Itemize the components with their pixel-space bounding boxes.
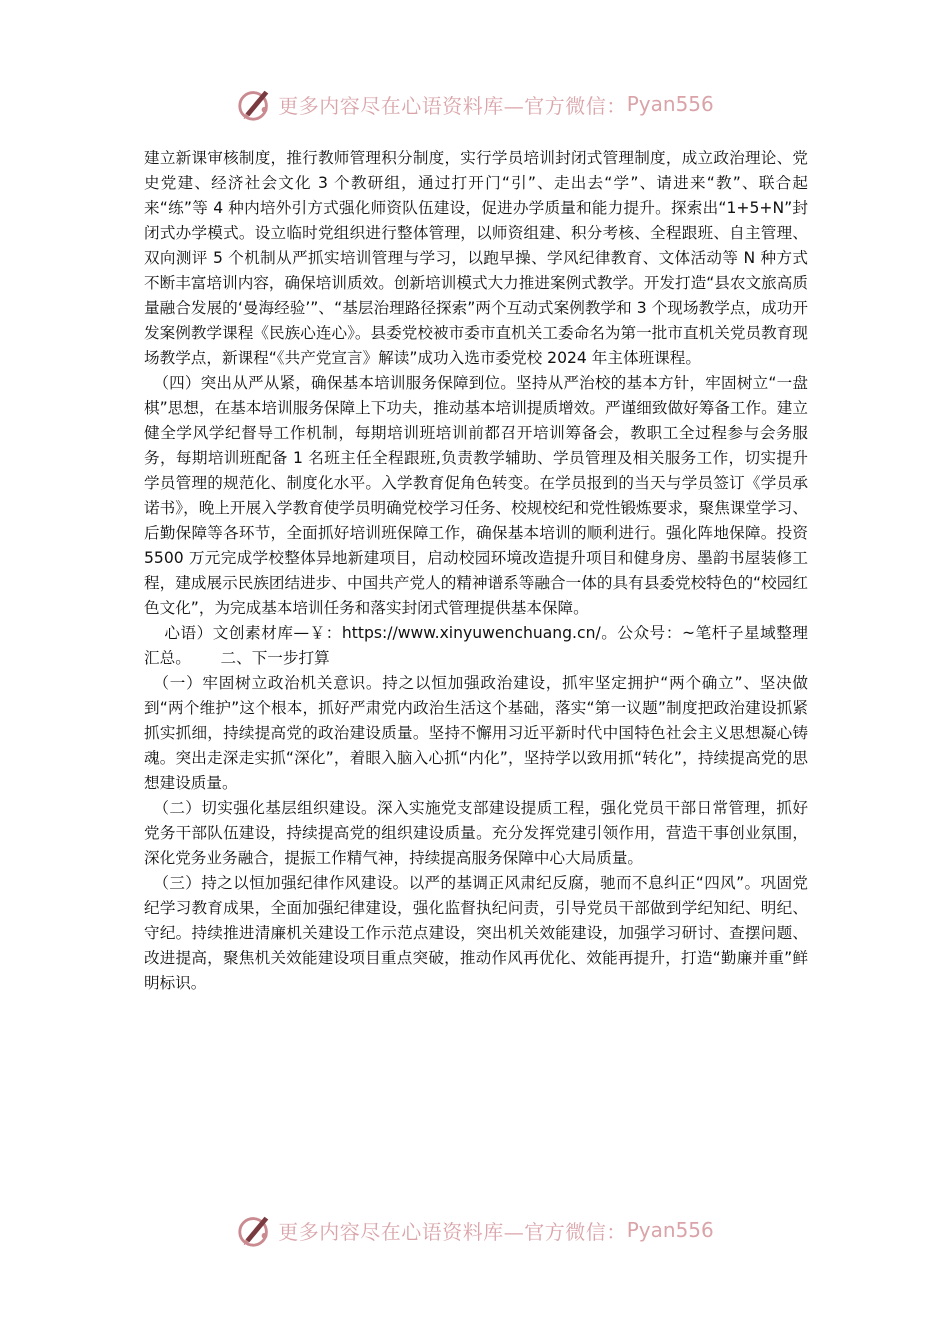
- pen-logo-icon: [236, 85, 274, 123]
- banner-text: 更多内容尽在心语资料库—官方微信：: [278, 1219, 627, 1244]
- banner-wechat-id: Pyan556: [626, 92, 714, 116]
- footer-watermark-banner: [0, 1208, 950, 1252]
- paragraph-1: 建立新课审核制度，推行教师管理积分制度，实行学员培训封闭式管理制度，成立政治理论、党史党建、经济社会文化 3 个教研组，通过打开门“引”、走出去“学”、请进来“教”、联合起来“练”等 4 种内培外引方式强化师资队伍建设，促进办学质量和能力提升。探索出“1+5+N”封闭式办学模式。设立临时党组织进行整体管理，以师资组建、积分考核、全程跟班、自主管理、双向测评 5 个机制从严抓实培训管理与学习，以跑早操、学风纪律教育、文体活动等 N 种方式不断丰富培训内容，确保培训质效。创新培训模式大力推进案例式教学。开发打造“县农文旅高质量融合发展的‘曼海经验’”、“基层治理路径探索”两个互动式案例教学和 3 个现场教学点，成功开发案例教学课程《民族心连心》。县委党校被市委市直机关工委命名为第一批市直机关党员教育现场教学点，新课程“《共产党宣言》解读”成功入选市委党校 2024 年主体班课程。: [144, 149, 808, 367]
- banner-text: 更多内容尽在心语资料库—官方微信：: [278, 93, 627, 118]
- pen-logo-icon: [236, 1211, 274, 1249]
- document-body: [144, 146, 808, 996]
- header-watermark-banner: [0, 82, 950, 126]
- paragraph-3: 心语）文创素材库—￥：https://www.xinyuwenchuang.cn/。公众号：~笔杆子星域整理汇总。 二、下一步打算: [144, 624, 808, 667]
- paragraph-5: （二）切实强化基层组织建设。深入实施党支部建设提质工程，强化党员干部日常管理，抓好党务干部队伍建设，持续提高党的组织建设质量。充分发挥党建引领作用，营造干事创业氛围，深化党务业务融合，提振工作精气神，持续提高服务保障中心大局质量。: [144, 799, 808, 867]
- paragraph-4: （一）牢固树立政治机关意识。持之以恒加强政治建设，抓牢坚定拥护“两个确立”、坚决做到“两个维护”这个根本，抓好严肃党内政治生活这个基础，落实“第一议题”制度把政治建设抓紧抓实抓细，持续提高党的政治建设质量。坚持不懈用习近平新时代中国特色社会主义思想凝心铸魂。突出走深走实抓“深化”，着眼入脑入心抓“内化”，坚持学以致用抓“转化”，持续提高党的思想建设质量。: [144, 674, 808, 792]
- paragraph-2: （四）突出从严从紧，确保基本培训服务保障到位。坚持从严治校的基本方针，牢固树立“一盘棋”思想，在基本培训服务保障上下功夫，推动基本培训提质增效。严谨细致做好筹备工作。建立健全学风学纪督导工作机制，每期培训班培训前都召开培训筹备会，教职工全过程参与会务服务，每期培训班配备 1 名班主任全程跟班,负责教学辅助、学员管理及相关服务工作，切实提升学员管理的规范化、制度化水平。入学教育促角色转变。在学员报到的当天与学员签订《学员承诺书》，晚上开展入学教育使学员明确党校学习任务、校规校纪和党性锻炼要求，聚焦课堂学习、后勤保障等各环节，全面抓好培训班保障工作，确保基本培训的顺利进行。强化阵地保障。投资 5500 万元完成学校整体异地新建项目，启动校园环境改造提升项目和健身房、墨韵书屋装修工程，建成展示民族团结进步、中国共产党人的精神谱系等融合一体的具有县委党校特色的“校园红色文化”，为完成基本培训任务和落实封闭式管理提供基本保障。: [144, 374, 808, 617]
- banner-wechat-id: Pyan556: [626, 1218, 714, 1242]
- paragraph-6: （三）持之以恒加强纪律作风建设。以严的基调正风肃纪反腐，驰而不息纠正“四风”。巩固党纪学习教育成果，全面加强纪律建设，强化监督执纪问责，引导党员干部做到学纪知纪、明纪、守纪。持续推进清廉机关建设工作示范点建设，突出机关效能建设，加强学习研讨、查摆问题、改进提高，聚焦机关效能建设项目重点突破，推动作风再优化、效能再提升，打造“勤廉并重”鲜明标识。: [144, 874, 808, 992]
